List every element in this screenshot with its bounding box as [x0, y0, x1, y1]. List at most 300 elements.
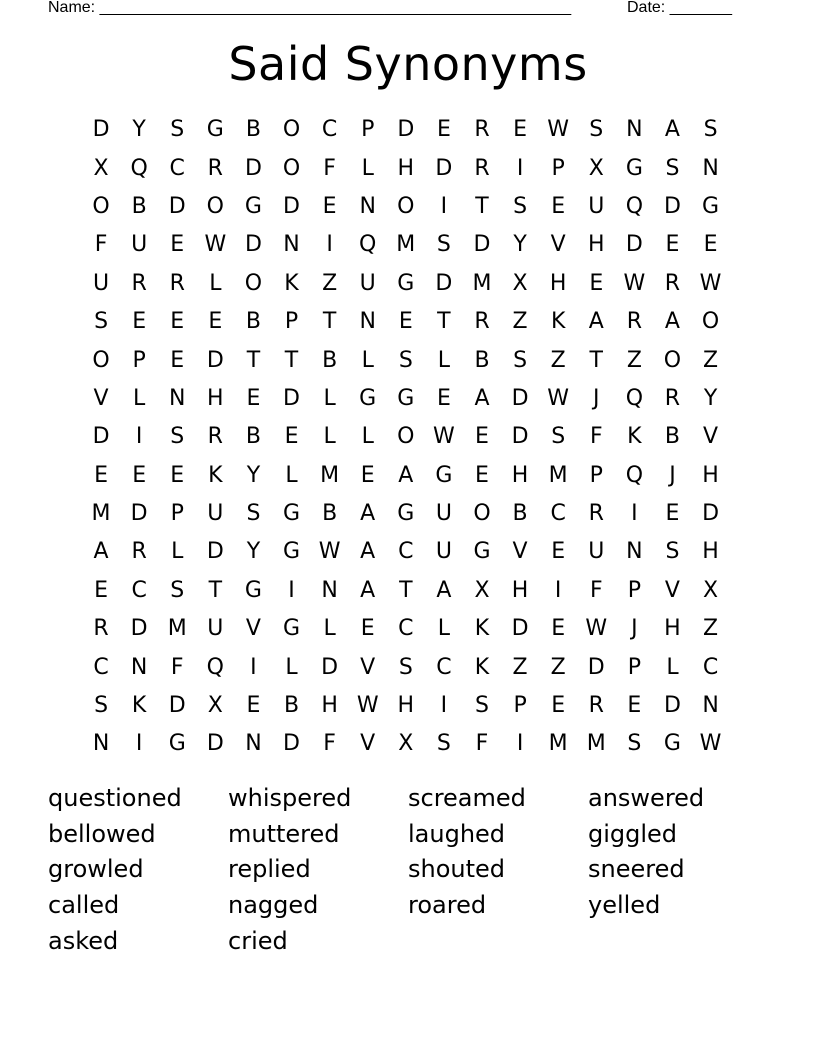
grid-letter: N — [702, 155, 719, 181]
grid-row — [82, 648, 732, 686]
grid-letter: U — [359, 270, 376, 296]
grid-letter: E — [627, 693, 642, 719]
grid-letter: I — [554, 577, 562, 603]
grid-letter: S — [170, 577, 185, 603]
grid-letter: R — [169, 270, 185, 296]
word-bank-item: shouted — [408, 855, 506, 884]
grid-letter: E — [551, 616, 566, 642]
grid-row — [82, 495, 732, 533]
grid-letter: H — [549, 270, 567, 296]
grid-letter: F — [589, 577, 603, 603]
grid-letter: A — [360, 539, 376, 565]
grid-letter: L — [323, 385, 336, 411]
grid-letter: E — [436, 385, 451, 411]
grid-letter: E — [170, 347, 185, 373]
grid-letter: V — [550, 232, 566, 258]
word-bank-item: muttered — [228, 819, 340, 848]
grid-letter: D — [283, 193, 300, 219]
grid-letter: R — [131, 270, 147, 296]
grid-row — [82, 303, 732, 341]
grid-letter: E — [436, 117, 451, 143]
grid-letter: G — [168, 731, 186, 757]
grid-letter: E — [398, 309, 413, 335]
word-bank-item: cried — [228, 926, 288, 955]
grid-letter: M — [396, 232, 416, 258]
grid-letter: B — [245, 309, 261, 335]
grid-letter: J — [669, 462, 676, 488]
grid-letter: L — [285, 462, 298, 488]
grid-letter: F — [94, 232, 108, 258]
grid-letter: A — [360, 577, 376, 603]
grid-letter: L — [133, 385, 146, 411]
grid-letter: S — [627, 731, 642, 757]
grid-letter: U — [131, 232, 148, 258]
grid-letter: M — [548, 731, 568, 757]
grid-letter: E — [475, 424, 489, 450]
grid-letter: T — [589, 347, 603, 373]
grid-letter: F — [170, 654, 184, 680]
grid-letter: E — [170, 462, 185, 488]
grid-letter: O — [663, 347, 682, 373]
grid-letter: I — [135, 424, 143, 450]
grid-row — [82, 533, 732, 571]
grid-letter: C — [169, 155, 185, 181]
grid-letter: Y — [246, 539, 261, 565]
grid-letter: D — [244, 155, 262, 181]
grid-letter: C — [398, 616, 414, 642]
grid-letter: B — [474, 347, 490, 373]
grid-letter: Q — [625, 193, 644, 219]
grid-letter: F — [475, 731, 489, 757]
grid-letter: D — [702, 501, 720, 527]
grid-letter: H — [511, 462, 529, 488]
grid-letter: W — [699, 270, 722, 296]
grid-letter: V — [360, 654, 376, 680]
grid-letter: X — [398, 731, 414, 757]
grid-letter: Z — [703, 347, 719, 373]
grid-letter: G — [625, 155, 643, 181]
grid-letter: K — [550, 309, 566, 335]
grid-letter: P — [627, 654, 641, 680]
grid-letter: H — [397, 155, 415, 181]
grid-letter: Z — [322, 270, 338, 296]
grid-letter: X — [474, 577, 490, 603]
grid-letter: B — [664, 424, 680, 450]
grid-letter: S — [665, 539, 680, 565]
grid-letter: S — [703, 117, 718, 143]
grid-letter: R — [474, 155, 490, 181]
grid-letter: M — [320, 462, 340, 488]
grid-letter: D — [92, 424, 110, 450]
grid-row — [82, 226, 732, 264]
grid-letter: G — [282, 616, 301, 642]
grid-letter: I — [326, 232, 333, 258]
grid-letter: P — [132, 347, 146, 373]
grid-letter: I — [135, 731, 143, 757]
grid-row — [82, 188, 732, 226]
grid-letter: D — [511, 424, 529, 450]
grid-letter: S — [398, 347, 413, 373]
word-bank-item: answered — [588, 784, 705, 812]
grid-letter: D — [206, 347, 224, 373]
grid-letter: P — [170, 501, 184, 527]
grid-letter: Q — [130, 155, 148, 181]
grid-letter: I — [631, 501, 638, 527]
grid-letter: N — [626, 539, 643, 565]
grid-letter: R — [93, 616, 109, 642]
grid-letter: G — [702, 193, 720, 219]
grid-letter: G — [473, 539, 491, 565]
grid-letter: D — [435, 270, 453, 296]
grid-letter: S — [513, 347, 528, 373]
grid-letter: D — [130, 501, 148, 527]
grid-letter: P — [627, 577, 641, 603]
grid-letter: V — [664, 577, 680, 603]
grid-letter: Q — [625, 385, 644, 411]
grid-letter: H — [397, 693, 415, 719]
grid-letter: T — [208, 577, 223, 603]
grid-letter: S — [170, 117, 185, 143]
grid-letter: L — [361, 347, 374, 373]
grid-letter: X — [703, 577, 719, 603]
grid-letter: R — [588, 693, 604, 719]
grid-letter: A — [360, 501, 376, 527]
grid-letter: D — [244, 232, 262, 258]
grid-letter: E — [475, 462, 489, 488]
grid-letter: A — [93, 539, 109, 565]
grid-letter: T — [322, 309, 337, 335]
grid-letter: R — [626, 309, 642, 335]
grid-letter: K — [474, 654, 490, 680]
grid-letter: E — [132, 462, 147, 488]
grid-letter: H — [587, 232, 605, 258]
grid-letter: C — [702, 654, 719, 680]
grid-letter: N — [359, 193, 376, 219]
grid-row — [82, 457, 732, 495]
grid-letter: A — [588, 309, 604, 335]
grid-letter: K — [474, 616, 490, 642]
grid-letter: G — [397, 501, 415, 527]
grid-letter: H — [702, 462, 719, 488]
grid-letter: G — [244, 577, 262, 603]
grid-letter: D — [625, 232, 643, 258]
grid-letter: V — [93, 385, 109, 411]
grid-letter: M — [586, 731, 606, 757]
grid-letter: D — [206, 731, 224, 757]
word-bank-item: called — [48, 891, 120, 920]
grid-letter: Q — [625, 462, 644, 488]
grid-letter: I — [288, 577, 295, 603]
grid-letter: C — [436, 654, 452, 680]
grid-letter: L — [323, 616, 336, 642]
grid-letter: D — [511, 616, 529, 642]
grid-letter: X — [207, 693, 223, 719]
grid-letter: X — [93, 155, 109, 181]
grid-row — [82, 111, 732, 149]
page-title: Said Synonyms — [228, 37, 588, 91]
grid-row — [82, 610, 732, 648]
grid-letter: L — [666, 654, 679, 680]
grid-letter: E — [94, 577, 108, 603]
grid-letter: C — [321, 117, 338, 143]
grid-letter: M — [91, 501, 111, 527]
grid-letter: U — [92, 270, 110, 296]
grid-letter: H — [511, 577, 529, 603]
grid-letter: R — [207, 424, 223, 450]
grid-letter: V — [360, 731, 376, 757]
grid-letter: R — [131, 539, 147, 565]
grid-letter: P — [551, 155, 565, 181]
grid-letter: A — [474, 385, 490, 411]
grid-letter: U — [435, 539, 452, 565]
grid-letter: T — [437, 309, 451, 335]
grid-letter: A — [664, 117, 680, 143]
grid-letter: D — [511, 385, 529, 411]
grid-letter: Z — [626, 347, 642, 373]
grid-letter: L — [171, 539, 184, 565]
grid-letter: W — [356, 693, 379, 719]
grid-letter: W — [699, 731, 722, 757]
word-bank-item: sneered — [588, 855, 685, 884]
grid-letter: V — [703, 424, 719, 450]
word-bank-item: replied — [228, 855, 311, 884]
grid-letter: O — [282, 155, 301, 181]
grid-letter: D — [435, 155, 453, 181]
word-bank-item: nagged — [228, 891, 319, 920]
grid-letter: X — [512, 270, 528, 296]
grid-letter: E — [322, 193, 337, 219]
grid-letter: E — [513, 117, 528, 143]
word-search-grid — [82, 111, 732, 764]
grid-letter: I — [516, 731, 524, 757]
grid-letter: R — [207, 155, 223, 181]
grid-row — [82, 380, 732, 418]
word-bank-item: asked — [48, 926, 119, 955]
grid-letter: Y — [132, 117, 146, 143]
grid-letter: I — [440, 193, 448, 219]
grid-letter: O — [92, 193, 110, 219]
grid-letter: E — [551, 693, 566, 719]
grid-letter: E — [94, 462, 108, 488]
grid-letter: M — [167, 616, 187, 642]
grid-letter: Y — [513, 232, 527, 258]
grid-letter: O — [206, 193, 224, 219]
grid-letter: Y — [246, 462, 261, 488]
grid-letter: R — [474, 309, 490, 335]
grid-letter: K — [131, 693, 147, 719]
grid-letter: S — [551, 424, 566, 450]
grid-letter: L — [323, 424, 336, 450]
grid-letter: S — [513, 193, 528, 219]
word-bank — [48, 780, 768, 958]
grid-letter: U — [207, 616, 224, 642]
grid-letter: S — [436, 232, 451, 258]
grid-letter: M — [472, 270, 492, 296]
grid-letter: S — [475, 693, 489, 719]
grid-letter: R — [664, 270, 681, 296]
grid-letter: E — [170, 309, 185, 335]
grid-letter: E — [703, 232, 718, 258]
grid-letter: K — [627, 424, 642, 450]
grid-letter: V — [245, 616, 261, 642]
grid-row — [82, 265, 732, 303]
grid-letter: N — [169, 385, 186, 411]
grid-letter: O — [473, 501, 491, 527]
word-bank-item: yelled — [588, 891, 661, 920]
word-bank-item: growled — [48, 855, 144, 884]
grid-letter: F — [589, 424, 603, 450]
grid-letter: U — [207, 501, 224, 527]
grid-letter: J — [593, 385, 600, 411]
grid-letter: J — [631, 616, 638, 642]
grid-letter: N — [92, 731, 110, 757]
grid-letter: P — [513, 693, 527, 719]
grid-letter: F — [323, 731, 336, 757]
word-bank-item: whispered — [228, 784, 352, 812]
grid-row — [82, 418, 732, 456]
grid-row — [82, 341, 732, 379]
grid-letter: D — [168, 193, 186, 219]
grid-letter: S — [589, 117, 604, 143]
grid-letter: F — [323, 155, 336, 181]
grid-letter: B — [322, 501, 338, 527]
grid-letter: R — [474, 117, 490, 143]
grid-letter: E — [246, 693, 261, 719]
grid-row — [82, 725, 732, 763]
grid-letter: S — [246, 501, 261, 527]
grid-letter: H — [702, 539, 719, 565]
grid-letter: N — [626, 117, 643, 143]
grid-letter: O — [282, 117, 301, 143]
grid-letter: E — [170, 232, 185, 258]
grid-letter: G — [206, 117, 224, 143]
grid-letter: P — [361, 117, 375, 143]
grid-letter: R — [588, 501, 604, 527]
grid-letter: D — [168, 693, 186, 719]
word-bank-item: bellowed — [48, 819, 156, 848]
grid-letter: B — [322, 347, 338, 373]
grid-letter: O — [397, 424, 415, 450]
grid-letter: D — [663, 193, 681, 219]
grid-letter: U — [435, 501, 452, 527]
grid-letter: H — [664, 616, 681, 642]
grid-letter: Q — [359, 232, 377, 258]
grid-letter: L — [361, 424, 374, 450]
grid-letter: B — [245, 117, 261, 143]
grid-letter: W — [547, 117, 570, 143]
grid-letter: S — [170, 424, 185, 450]
grid-letter: D — [473, 232, 491, 258]
grid-letter: K — [208, 462, 223, 488]
grid-letter: W — [433, 424, 455, 450]
grid-letter: N — [283, 232, 300, 258]
grid-letter: A — [664, 309, 680, 335]
grid-letter: R — [664, 385, 681, 411]
grid-letter: G — [397, 385, 415, 411]
grid-letter: X — [588, 155, 604, 181]
grid-letter: Y — [703, 385, 718, 411]
grid-letter: Z — [512, 309, 528, 335]
word-bank-item: laughed — [408, 819, 506, 848]
grid-letter: D — [283, 385, 300, 411]
grid-row — [82, 149, 732, 187]
grid-letter: L — [437, 616, 451, 642]
grid-letter: D — [206, 539, 224, 565]
grid-letter: C — [93, 654, 109, 680]
grid-letter: S — [665, 155, 680, 181]
grid-letter: L — [361, 155, 374, 181]
grid-letter: E — [284, 424, 299, 450]
grid-letter: D — [587, 654, 605, 680]
grid-letter: D — [397, 117, 415, 143]
grid-letter: B — [131, 193, 147, 219]
grid-letter: T — [475, 193, 489, 219]
grid-letter: N — [321, 577, 338, 603]
grid-letter: G — [282, 501, 301, 527]
grid-letter: I — [440, 693, 448, 719]
grid-letter: N — [702, 693, 719, 719]
word-bank-item: questioned — [48, 784, 182, 812]
grid-letter: B — [245, 424, 261, 450]
grid-letter: S — [94, 309, 109, 335]
grid-letter: W — [585, 616, 608, 642]
date-field-line: Date: _______ — [627, 0, 732, 16]
grid-row — [82, 687, 732, 725]
grid-letter: V — [512, 539, 528, 565]
grid-letter: Z — [512, 654, 528, 680]
grid-letter: N — [245, 731, 262, 757]
word-bank-item: roared — [408, 891, 487, 920]
grid-letter: D — [283, 731, 300, 757]
grid-letter: E — [360, 616, 375, 642]
grid-letter: E — [665, 232, 680, 258]
grid-letter: L — [209, 270, 222, 296]
grid-letter: W — [623, 270, 646, 296]
grid-letter: E — [246, 385, 261, 411]
grid-letter: T — [246, 347, 261, 373]
grid-letter: G — [282, 539, 301, 565]
grid-letter: D — [130, 616, 148, 642]
grid-letter: G — [435, 462, 453, 488]
grid-letter: K — [284, 270, 299, 296]
grid-letter: N — [130, 654, 148, 680]
name-field-line: Name: _____________________________________________________ — [48, 0, 572, 16]
grid-letter: H — [321, 693, 338, 719]
grid-letter: Z — [703, 616, 719, 642]
grid-letter: E — [208, 309, 223, 335]
grid-letter: D — [321, 654, 339, 680]
grid-letter: B — [283, 693, 300, 719]
grid-letter: G — [663, 731, 681, 757]
grid-letter: D — [92, 117, 110, 143]
grid-letter: I — [516, 155, 524, 181]
grid-letter: S — [436, 731, 451, 757]
grid-letter: G — [397, 270, 415, 296]
grid-letter: O — [92, 347, 110, 373]
grid-letter: P — [589, 462, 603, 488]
grid-letter: E — [551, 193, 566, 219]
grid-letter: Q — [206, 654, 224, 680]
grid-letter: W — [318, 539, 341, 565]
grid-letter: W — [204, 232, 227, 258]
grid-letter: U — [588, 193, 605, 219]
grid-letter: B — [512, 501, 528, 527]
grid-letter: E — [360, 462, 375, 488]
grid-letter: O — [397, 193, 415, 219]
grid-row — [82, 572, 732, 610]
grid-letter: Z — [550, 654, 566, 680]
grid-letter: C — [550, 501, 566, 527]
